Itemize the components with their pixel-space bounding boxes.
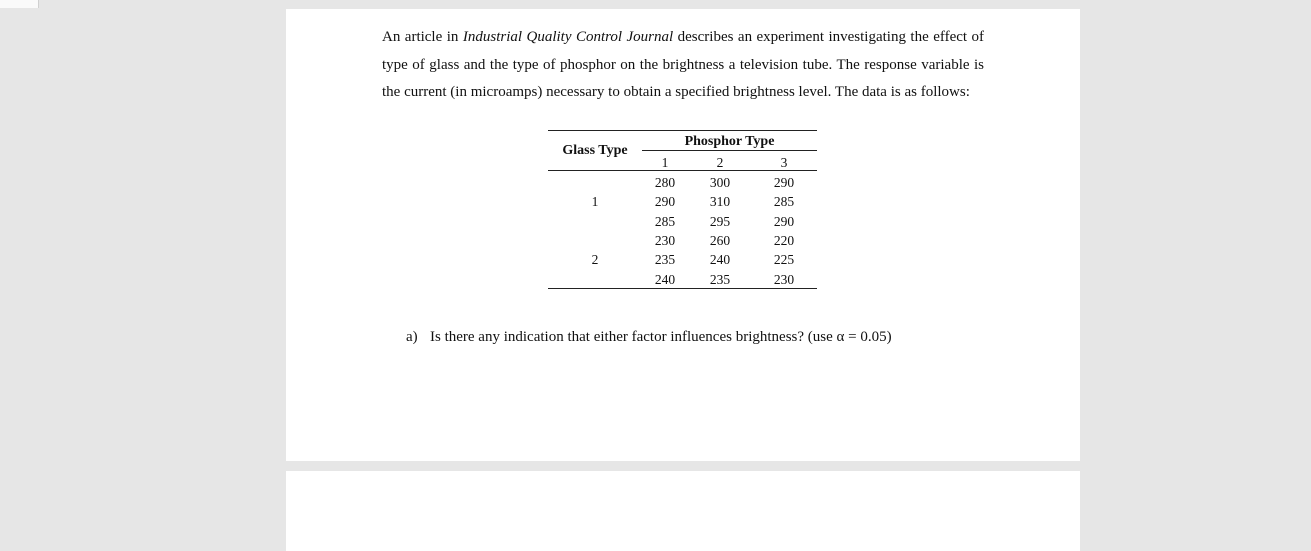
table-cell: 240 <box>709 252 731 268</box>
table-cell: 290 <box>654 194 676 210</box>
glass-type-value: 2 <box>591 252 599 268</box>
document-page-1 <box>286 9 1080 461</box>
phosphor-header-rule <box>642 150 817 151</box>
table-cell: 300 <box>709 175 731 190</box>
table-cell: 230 <box>773 271 795 287</box>
table-cell: 260 <box>709 232 731 248</box>
table-cell: 235 <box>654 252 676 268</box>
table-cell: 240 <box>654 271 676 287</box>
column-header-1: 1 <box>661 155 669 170</box>
table-cell: 290 <box>773 213 795 229</box>
question-text: Is there any indication that either factor influences brightness? (use α = 0.05) <box>430 329 892 345</box>
document-page-2 <box>286 471 1080 551</box>
table-cell: 230 <box>654 232 676 248</box>
column-header-3: 3 <box>780 155 788 170</box>
table-cell: 295 <box>709 213 731 229</box>
question-label: a) <box>406 329 418 345</box>
question-a <box>406 327 966 347</box>
table-cell: 285 <box>773 194 795 210</box>
table-cell: 220 <box>773 232 795 248</box>
intro-text-2: describes an experiment investigating the effect of type of glass and the type of phosphor on the brightness a television tube. The response variable is the current (in microamps) necessary to obtain a specified brightness level. The data is as follows: <box>382 29 985 101</box>
journal-title: Industrial Quality Control Journal <box>462 29 674 45</box>
table-cell: 280 <box>654 175 676 190</box>
table-cell: 285 <box>654 213 676 229</box>
glass-type-header: Glass Type <box>562 143 628 158</box>
phosphor-type-header: Phosphor Type <box>684 134 775 149</box>
top-tab[interactable] <box>0 0 39 8</box>
intro-text-1: An article in <box>382 29 463 45</box>
top-strip <box>0 0 1311 8</box>
table-top-rule <box>548 130 817 131</box>
glass-type-value: 1 <box>591 194 599 210</box>
data-table <box>548 130 817 290</box>
table-cell: 310 <box>709 194 731 210</box>
table-cell: 225 <box>773 252 795 268</box>
column-header-2: 2 <box>716 155 724 170</box>
intro-paragraph <box>382 24 984 107</box>
table-bottom-rule <box>548 288 817 289</box>
table-cell: 235 <box>709 271 731 287</box>
table-cell: 290 <box>773 175 795 190</box>
